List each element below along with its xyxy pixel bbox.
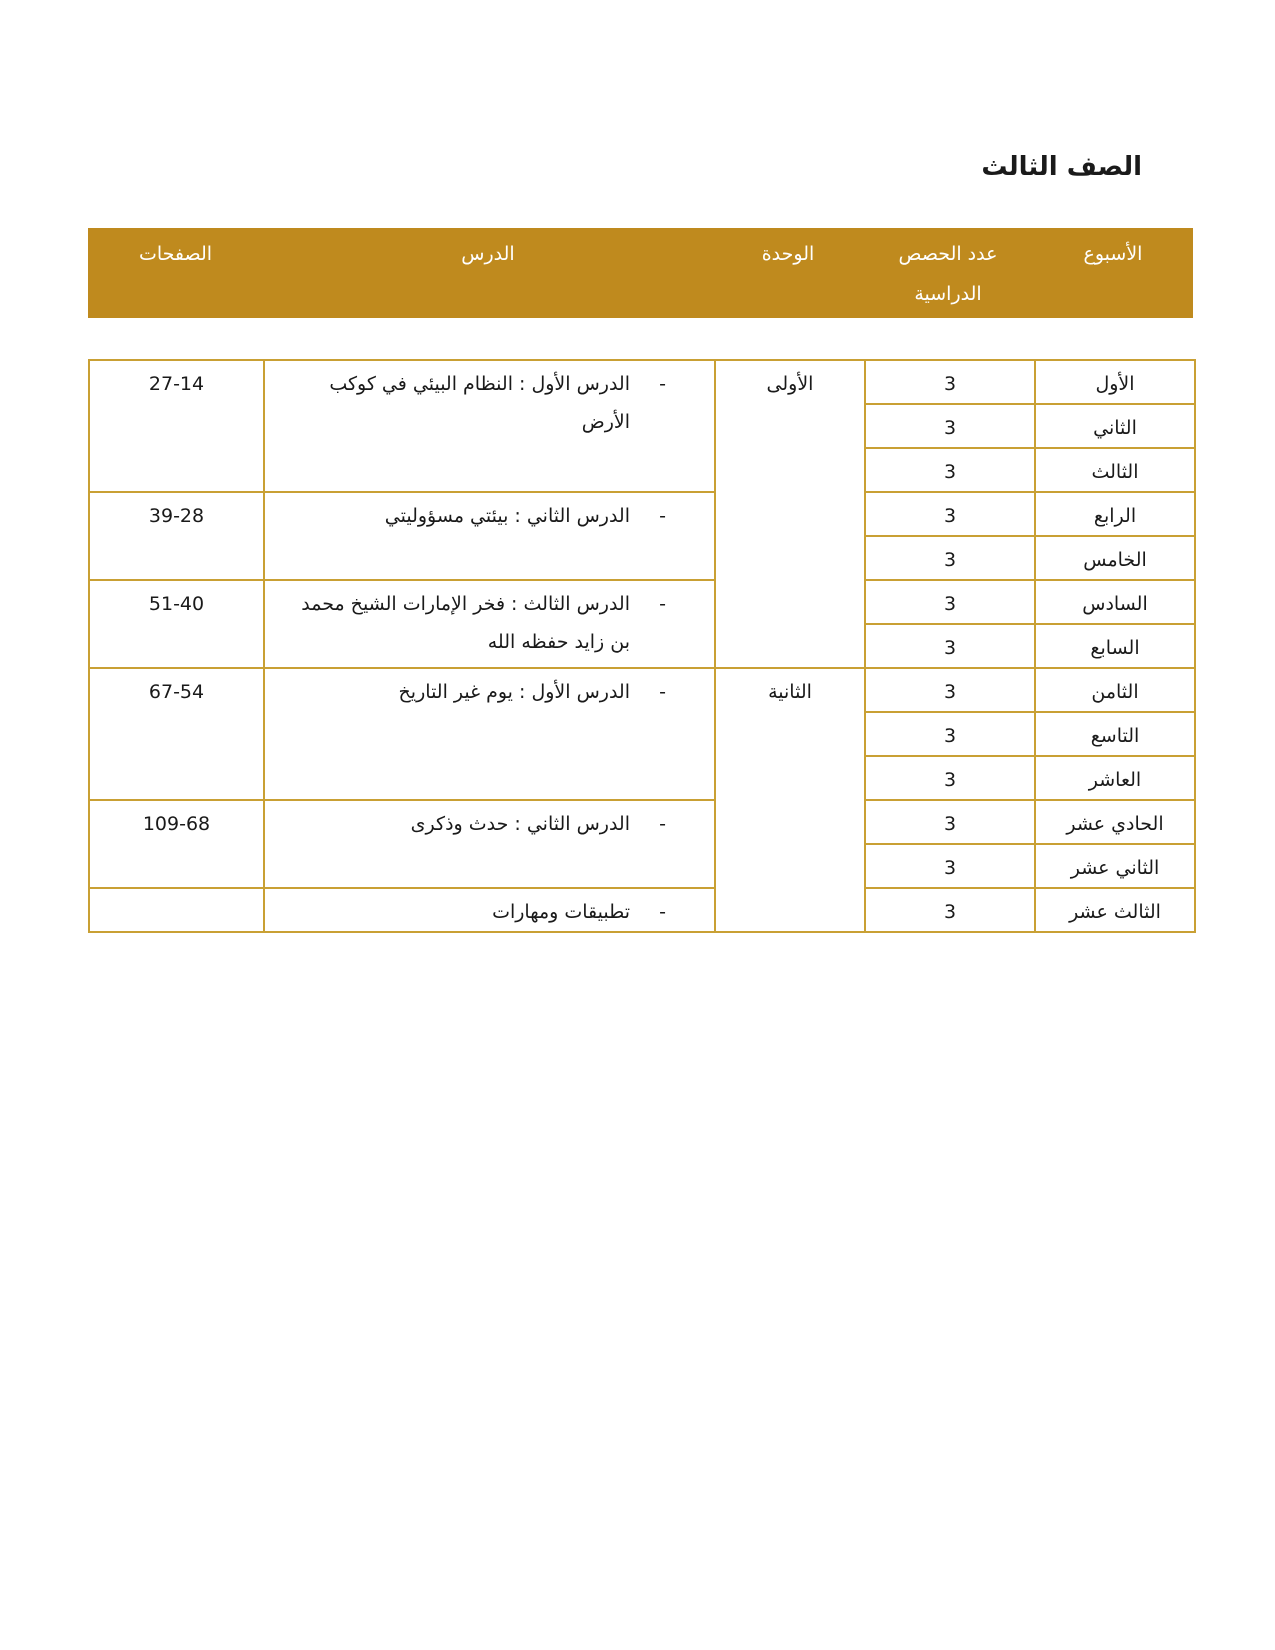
week-cell: الثالث عشر — [1035, 888, 1195, 932]
pages-cell: 109-68 — [89, 800, 264, 888]
header-periods-line2: الدراسية — [914, 283, 982, 305]
week-cell: الخامس — [1035, 536, 1195, 580]
table-row — [89, 668, 1195, 712]
periods-cell: 3 — [865, 448, 1035, 492]
table-row — [89, 492, 1195, 536]
week-cell: الثامن — [1035, 668, 1195, 712]
unit-cell: الأولى — [715, 360, 865, 668]
periods-cell: 3 — [865, 844, 1035, 888]
lesson-cell — [264, 668, 715, 800]
pages-cell: 27-14 — [89, 360, 264, 492]
header-periods-line1: عدد الحصص — [898, 243, 998, 265]
pages-cell — [89, 888, 264, 932]
pages-cell: 67-54 — [89, 668, 264, 800]
lesson-title: تطبيقات ومهارات — [492, 901, 630, 923]
lesson-dash: - — [659, 505, 666, 527]
lesson-cell — [264, 580, 715, 668]
lesson-cell — [264, 888, 715, 932]
periods-cell: 3 — [865, 404, 1035, 448]
week-cell: الأول — [1035, 360, 1195, 404]
lesson-cell — [264, 492, 715, 580]
week-cell: السابع — [1035, 624, 1195, 668]
pages-cell: 39-28 — [89, 492, 264, 580]
table-row — [89, 800, 1195, 844]
periods-cell: 3 — [865, 668, 1035, 712]
page-title: الصف الثالث — [981, 152, 1142, 182]
week-cell: الحادي عشر — [1035, 800, 1195, 844]
lesson-dash: - — [659, 681, 666, 703]
table-row — [89, 888, 1195, 932]
pages-cell: 51-40 — [89, 580, 264, 668]
header-pages: الصفحات — [138, 243, 213, 265]
lesson-title: الدرس الأول : يوم غير التاريخ — [398, 681, 630, 703]
week-cell: الثاني عشر — [1035, 844, 1195, 888]
table-header — [88, 228, 1193, 318]
week-cell: التاسع — [1035, 712, 1195, 756]
lesson-title: الدرس الأول : النظام البيئي في كوكب الأرض — [329, 373, 630, 433]
header-week: الأسبوع — [1083, 243, 1143, 265]
periods-cell: 3 — [865, 492, 1035, 536]
table-row — [89, 360, 1195, 404]
lesson-dash: - — [659, 593, 666, 615]
periods-cell: 3 — [865, 756, 1035, 800]
week-cell: الثالث — [1035, 448, 1195, 492]
periods-cell: 3 — [865, 360, 1035, 404]
periods-cell: 3 — [865, 800, 1035, 844]
periods-cell: 3 — [865, 580, 1035, 624]
header-periods — [863, 228, 1033, 318]
unit-cell: الثانية — [715, 668, 865, 932]
lesson-title: الدرس الثالث : فخر الإمارات الشيخ محمد بن زايد حفظه الله — [301, 593, 630, 653]
lesson-cell — [264, 800, 715, 888]
header-lesson: الدرس — [461, 243, 515, 265]
week-cell: العاشر — [1035, 756, 1195, 800]
lesson-cell — [264, 360, 715, 492]
week-cell: الرابع — [1035, 492, 1195, 536]
lesson-dash: - — [659, 373, 666, 395]
lesson-title: الدرس الثاني : بيئتي مسؤوليتي — [384, 505, 630, 527]
periods-cell: 3 — [865, 624, 1035, 668]
periods-cell: 3 — [865, 536, 1035, 580]
week-cell: الثاني — [1035, 404, 1195, 448]
periods-cell: 3 — [865, 888, 1035, 932]
lesson-dash: - — [659, 901, 666, 923]
header-unit: الوحدة — [761, 243, 815, 265]
week-cell: السادس — [1035, 580, 1195, 624]
table-row — [89, 580, 1195, 624]
lesson-dash: - — [659, 813, 666, 835]
periods-cell: 3 — [865, 712, 1035, 756]
lesson-title: الدرس الثاني : حدث وذكرى — [410, 813, 630, 835]
curriculum-table — [88, 359, 1196, 933]
